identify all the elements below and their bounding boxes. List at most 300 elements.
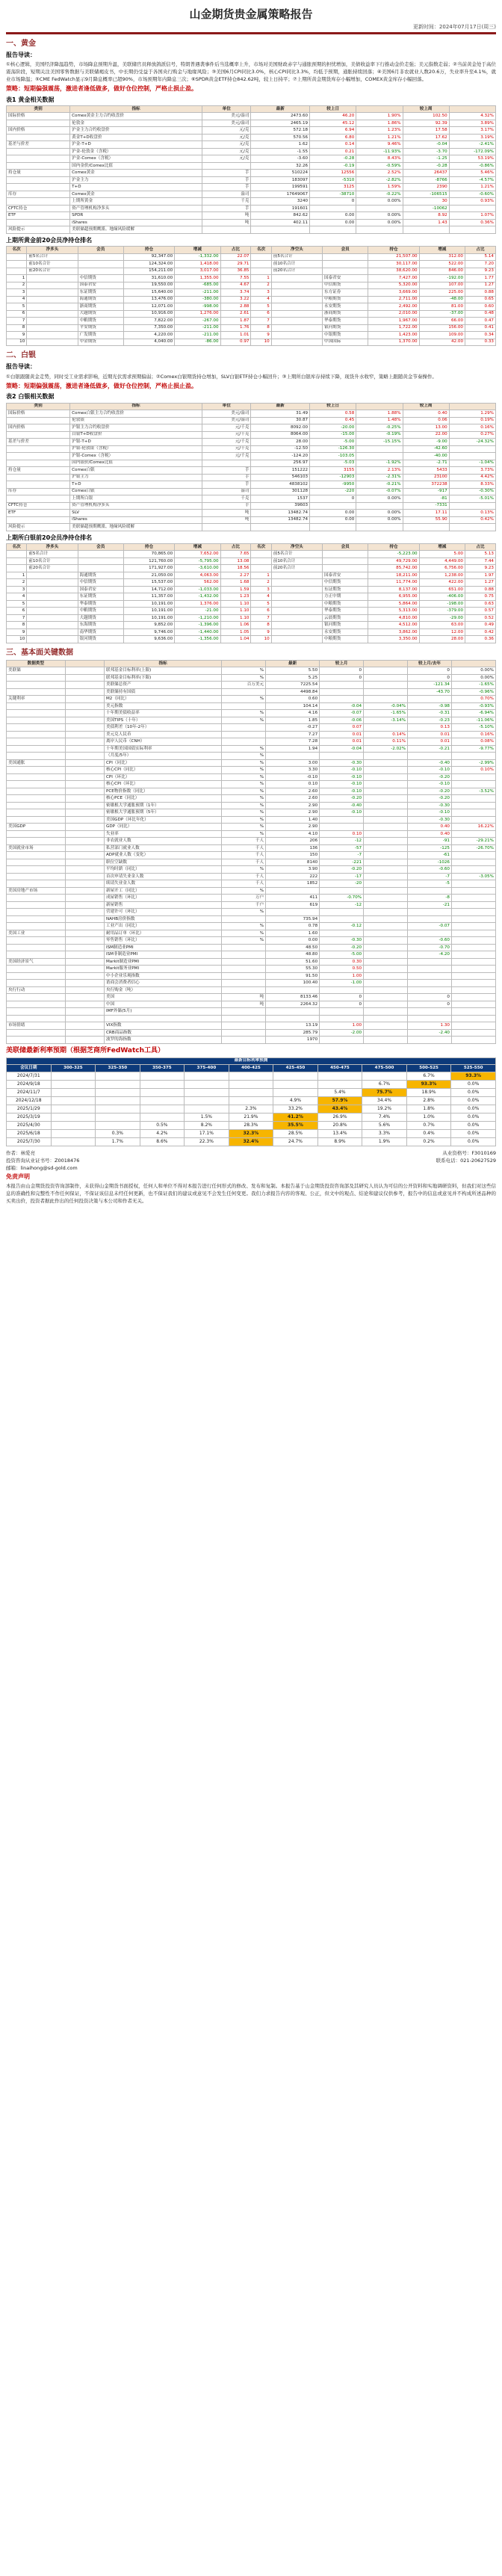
table-cell: Markit服务业PMI <box>104 966 221 973</box>
table-cell: 1,967.00 <box>368 318 419 325</box>
fedwatch-cell: 3.3% <box>362 1129 407 1137</box>
table-row <box>7 795 496 803</box>
table-cell: -0.04 <box>320 745 364 753</box>
table-cell <box>7 1008 66 1016</box>
fedwatch-cell: 6.7% <box>406 1072 451 1080</box>
table-cell: 21,050.00 <box>123 572 174 579</box>
table-cell <box>364 759 408 767</box>
table-cell <box>449 226 495 234</box>
table-cell <box>364 838 408 845</box>
table-cell: Comex黄金 <box>70 191 202 198</box>
table-cell: 9 <box>251 628 271 636</box>
table-cell: 华泰期货 <box>78 600 123 608</box>
table-cell <box>451 753 495 760</box>
table-cell: 48.50 <box>266 944 320 951</box>
table-cell <box>271 282 322 289</box>
table-cell: -0.04 <box>320 702 364 710</box>
table-row <box>7 474 496 481</box>
table-cell: ISM非制造业PMI <box>104 951 221 959</box>
table-cell <box>27 608 78 615</box>
table-cell <box>202 226 251 234</box>
table-cell <box>27 310 78 318</box>
column-header: 净多头 <box>27 247 78 254</box>
table-cell: -2.31% <box>356 474 403 481</box>
table-cell: -26.70% <box>451 844 495 852</box>
table-row <box>7 915 496 923</box>
table-cell: 7.44 <box>465 557 496 565</box>
table-cell: -0.60 <box>408 866 452 874</box>
table-cell: 4,449.00 <box>419 557 465 565</box>
table-cell <box>451 980 495 987</box>
silver-table-header <box>7 403 496 410</box>
table-cell <box>310 205 356 212</box>
table-cell <box>364 1001 408 1008</box>
cert-number: 从业资格号：F3010169 <box>442 1149 496 1156</box>
table-cell: 8,137.00 <box>368 586 419 593</box>
table-cell: -0.60 <box>408 937 452 945</box>
table-cell: 9 <box>7 332 27 339</box>
table-cell: 9.23 <box>465 565 496 572</box>
table-cell: 92.39 <box>403 120 449 127</box>
table-cell: % <box>222 887 266 895</box>
table-cell: -0.22% <box>356 191 403 198</box>
table-cell: -5310 <box>310 176 356 184</box>
table-cell: 5,313.00 <box>368 608 419 615</box>
fedwatch-row <box>7 1080 496 1088</box>
table-row <box>7 134 496 141</box>
table-cell: 10 <box>251 636 271 643</box>
table-cell <box>320 1015 364 1022</box>
table-cell: 39603 <box>251 502 310 510</box>
table-cell: 0 <box>320 674 364 682</box>
gold-rank-title: 上期所黄金前20会员净持仓排名 <box>6 236 93 244</box>
table-cell <box>408 972 452 980</box>
table-cell: 735.94 <box>266 915 320 923</box>
table-cell <box>451 923 495 930</box>
table-cell: 新屋销售 <box>104 901 221 909</box>
table-cell: -1.92% <box>356 460 403 467</box>
table-cell: 12.00 <box>419 628 465 636</box>
table-cell <box>266 887 320 895</box>
table-cell <box>222 915 266 923</box>
table-cell: % <box>222 788 266 795</box>
table-cell: % <box>222 824 266 831</box>
table-cell: 广发期货 <box>78 332 123 339</box>
table-cell: -20.00 <box>310 424 356 432</box>
table-cell: -5.01% <box>449 495 495 503</box>
table-cell: 沪银-伦敦银（含税） <box>70 445 202 453</box>
fedwatch-cell: 5.4% <box>317 1088 362 1096</box>
table-cell: 前20名合计 <box>271 565 322 572</box>
table-cell: CPI（同比） <box>104 759 221 767</box>
table-cell <box>27 579 78 587</box>
table-cell: 美国就业市场 <box>7 844 66 852</box>
table-cell <box>364 753 408 760</box>
table-cell: 美国工业 <box>7 930 66 937</box>
table-row <box>7 901 496 909</box>
table-cell: 7.28 <box>266 738 320 746</box>
table-cell <box>7 980 66 987</box>
table-cell: -379.00 <box>419 608 465 615</box>
table-cell <box>7 731 66 738</box>
table-cell: 永安期货 <box>322 303 368 311</box>
table-cell: 2.88 <box>220 303 251 311</box>
table-cell: 8133.46 <box>266 994 320 1001</box>
fedwatch-cell: 2025/7/30 <box>7 1137 52 1146</box>
table-cell: 13.08 <box>220 557 251 565</box>
table-cell <box>251 524 310 531</box>
table-cell: 2.61 <box>220 310 251 318</box>
table-cell: 云晨期货 <box>322 614 368 622</box>
table-cell: 4498.84 <box>266 688 320 696</box>
table-cell: 13482.74 <box>251 510 310 517</box>
table-cell <box>222 972 266 980</box>
table-cell: 3.90 <box>266 866 320 874</box>
table-cell: -3.60 <box>251 155 310 163</box>
table-cell: 2465.19 <box>251 120 310 127</box>
fedwatch-cell: 0.0% <box>451 1105 496 1113</box>
table-cell: 13.00 <box>403 424 449 432</box>
table-cell: -10062 <box>403 205 449 212</box>
table-row <box>7 488 496 495</box>
table-row <box>7 1001 496 1008</box>
table-cell: 3.89% <box>449 120 495 127</box>
table-cell: 0.14 <box>310 141 356 149</box>
table-cell: 5.25 <box>266 674 320 682</box>
table-cell: 9,852.00 <box>123 622 174 629</box>
table-cell: 107.00 <box>419 282 465 289</box>
table-cell: 2264.32 <box>266 1001 320 1008</box>
table-row <box>7 923 496 930</box>
column-header <box>65 660 104 667</box>
table-cell: 市场情绪 <box>7 1022 66 1030</box>
table-cell <box>78 551 123 558</box>
table-cell <box>27 296 78 303</box>
table-cell: -3.14% <box>364 717 408 724</box>
table-cell: 手 <box>202 474 251 481</box>
table-cell: 离岸人民币（CNH） <box>104 738 221 746</box>
table-cell: -998.00 <box>175 303 220 311</box>
table-cell: Comex黄金 <box>70 170 202 177</box>
table-cell: 0.42% <box>449 516 495 524</box>
table-cell <box>27 275 78 282</box>
table-cell: 3.74 <box>220 289 251 297</box>
table-cell: % <box>222 667 266 675</box>
table-cell <box>356 502 403 510</box>
table-cell: 402.11 <box>251 219 310 226</box>
column-header: 指标 <box>104 660 221 667</box>
table-cell: 4,810.00 <box>368 614 419 622</box>
table-cell: 0.00% <box>356 495 403 503</box>
table-cell <box>322 565 368 572</box>
table-cell <box>451 852 495 859</box>
table-cell: % <box>222 767 266 774</box>
table-cell: 吨 <box>202 212 251 220</box>
table-cell: 1,722.00 <box>368 324 419 332</box>
table-row <box>7 339 496 346</box>
table-cell: 81.00 <box>419 303 465 311</box>
table-cell <box>364 1037 408 1044</box>
table-row <box>7 951 496 959</box>
table-row <box>7 261 496 268</box>
table-cell: -91 <box>408 838 452 845</box>
table-cell: -0.19 <box>310 162 356 170</box>
table-cell: 6 <box>7 608 27 615</box>
table-cell: 5433 <box>403 467 449 475</box>
table-cell: 中信期货 <box>322 579 368 587</box>
table-cell: -86.00 <box>175 339 220 346</box>
table-cell <box>322 551 368 558</box>
table-cell: 沪金主力合约收盘价 <box>70 127 202 135</box>
table-cell: 银河期货 <box>322 324 368 332</box>
fedwatch-cell: 33.2% <box>273 1105 318 1113</box>
table-cell: 库存 <box>7 191 70 198</box>
table-row <box>7 1029 496 1037</box>
table-cell: -121.34 <box>408 682 452 689</box>
table-cell <box>271 600 322 608</box>
table-cell: 中粮期货 <box>322 600 368 608</box>
table-cell: -12 <box>320 901 364 909</box>
table-cell: 持仓量 <box>7 170 70 177</box>
phone: 联系电话：021-20627529 <box>436 1158 496 1164</box>
table-cell: -1.55 <box>251 148 310 155</box>
table-cell: 30 <box>403 198 449 206</box>
table-row <box>7 937 496 945</box>
table-cell <box>65 1008 104 1016</box>
table-row <box>7 1022 496 1030</box>
table-cell <box>7 773 66 781</box>
table-cell <box>65 994 104 1001</box>
table-cell: 5.00 <box>419 551 465 558</box>
table-cell <box>251 253 271 261</box>
table-row <box>7 717 496 724</box>
table-cell: 手 <box>202 205 251 212</box>
fedwatch-column-header: 会议日期 <box>7 1065 52 1072</box>
fedwatch-cell: 2025/3/19 <box>7 1113 52 1121</box>
table-cell: 0.50 <box>320 966 364 973</box>
table-cell: 2 <box>7 579 27 587</box>
table-cell: 46.20 <box>310 113 356 120</box>
table-cell <box>320 915 364 923</box>
column-header <box>356 105 403 113</box>
table-cell <box>7 944 66 951</box>
table-cell: -211.00 <box>175 289 220 297</box>
table-cell: 1,370.00 <box>368 339 419 346</box>
table-cell: 1.00 <box>320 1022 364 1030</box>
table-cell <box>65 915 104 923</box>
table-cell: 沪银主力合约收盘价 <box>70 424 202 432</box>
table-cell <box>65 802 104 809</box>
table-cell <box>320 909 364 916</box>
table-cell: 0.00% <box>451 667 495 675</box>
invest-cert: 投资咨询从业证书号：Z0018476 <box>6 1158 80 1164</box>
table-row <box>7 622 496 629</box>
table-cell: 12556 <box>310 170 356 177</box>
table-cell: 1.59% <box>356 184 403 191</box>
table-cell: -40.00 <box>403 453 449 460</box>
table-cell <box>356 226 403 234</box>
table-cell: 国际价格 <box>7 410 70 418</box>
table-cell <box>7 830 66 838</box>
silver-rank-table <box>6 543 496 643</box>
table-cell: 国泰君安 <box>78 282 123 289</box>
table-cell: -38710 <box>310 191 356 198</box>
table-cell <box>271 628 322 636</box>
table-cell <box>78 565 123 572</box>
table-cell: 124,324.00 <box>123 261 174 268</box>
table-cell <box>65 795 104 803</box>
table-cell <box>27 614 78 622</box>
table-cell <box>78 253 123 261</box>
table-cell <box>320 1037 364 1044</box>
table-cell <box>451 958 495 966</box>
table-cell: -0.70% <box>320 895 364 902</box>
table-cell <box>7 966 66 973</box>
table-cell: 手 <box>202 481 251 489</box>
table-cell: 3.30 <box>266 767 320 774</box>
table-cell: 平均时薪（同比） <box>104 866 221 874</box>
fund-data-table <box>6 660 496 1044</box>
table-cell: 1.04 <box>220 636 251 643</box>
table-cell: 美国GDP（环比年化） <box>104 816 221 824</box>
table-cell: 0.60 <box>465 303 496 311</box>
table-cell: 0.49 <box>465 622 496 629</box>
fedwatch-cell <box>185 1080 229 1088</box>
table-cell <box>7 738 66 746</box>
table-cell <box>222 944 266 951</box>
table-cell: 浙商期货 <box>78 303 123 311</box>
column-header: 增减 <box>419 247 465 254</box>
table-cell: 美国GDP <box>7 824 66 831</box>
disclaimer-text: 本报告由山金期货投资咨询部制作，未获得山金期货书面授权，任何人和单位不得对本报告进行任何形式的修改、发布和复制。本报告基于山金期货投资咨询部及其研究人员认为可信的公开资料和实地调研资料，但我们对这些信息的准确性和完整性不作任何保证，不保证该信息未经任何更新，也不保证我们的建议或意见不会发生任何变更。我们力求报告内容的客观、公正，但文中的观点、结论和建议仅供参考，报告中的信息或意见并不构成所述品种的买卖出价，投资者据此作出的任何投资决策与本公司和作者无关。 <box>6 1182 496 1204</box>
table-cell <box>451 1029 495 1037</box>
table-cell: -211.00 <box>175 324 220 332</box>
fedwatch-column-header: 400-425 <box>229 1065 273 1072</box>
table-cell: 546103 <box>251 474 310 481</box>
table-cell: 0 <box>408 674 452 682</box>
table-cell: -2.02% <box>364 745 408 753</box>
table-cell <box>27 282 78 289</box>
header-row <box>7 403 496 410</box>
table-cell: CPI（环比） <box>104 773 221 781</box>
table-cell: 3 <box>251 586 271 593</box>
table-cell: 312.00 <box>419 253 465 261</box>
fedwatch-cell <box>140 1080 185 1088</box>
table-cell: % <box>222 759 266 767</box>
table-cell: 中信期货 <box>78 275 123 282</box>
table-row <box>7 275 496 282</box>
table-cell: -0.20 <box>320 944 364 951</box>
table-cell: 7,427.00 <box>368 275 419 282</box>
silver-rank-title: 上期所白银前20会员净持仓排名 <box>6 534 93 541</box>
fedwatch-column-header: 450-475 <box>317 1065 362 1072</box>
fedwatch-cell: 8.9% <box>317 1137 362 1146</box>
fedwatch-cell: 0.5% <box>140 1121 185 1129</box>
fedwatch-cell: 0.7% <box>406 1121 451 1129</box>
table-cell: -125 <box>408 844 452 852</box>
table-cell: 570.56 <box>251 134 310 141</box>
table-cell <box>322 268 368 275</box>
fedwatch-column-header: 325-350 <box>96 1065 140 1072</box>
table-cell: 吨 <box>222 1001 266 1008</box>
table-cell: Comex黄金主力合约收盘价 <box>70 113 202 120</box>
table-cell: -3.70 <box>403 148 449 155</box>
table-cell <box>7 909 66 916</box>
table-cell <box>7 1015 66 1022</box>
table-cell <box>65 1015 104 1022</box>
table-cell: 美元/盎司 <box>202 410 251 418</box>
table-cell: -0.96% <box>451 688 495 696</box>
table-cell: 26437 <box>403 170 449 177</box>
table-cell: iShares <box>70 516 202 524</box>
table-cell: % <box>222 830 266 838</box>
table-cell: 21,507.00 <box>368 253 419 261</box>
table-cell: 美国通胀 <box>7 759 66 767</box>
table-cell: Markit制造业PMI <box>104 958 221 966</box>
fedwatch-column-header: 425-450 <box>273 1065 318 1072</box>
table-cell <box>27 636 78 643</box>
table-cell <box>449 205 495 212</box>
table-row <box>7 191 496 198</box>
table-cell: -4.20 <box>408 951 452 959</box>
table-cell <box>7 788 66 795</box>
table-cell: 1852 <box>266 880 320 888</box>
table-cell: 0.00 <box>310 516 356 524</box>
table-cell: 上期所白银 <box>70 495 202 503</box>
column-header: 增减 <box>175 543 220 551</box>
table-cell: 1.10 <box>220 614 251 622</box>
table-cell: 2.27 <box>220 572 251 579</box>
table-cell: 资产管理机构净多头 <box>70 502 202 510</box>
table-cell: 63.00 <box>419 622 465 629</box>
table-cell: 17.11 <box>403 510 449 517</box>
table-cell <box>320 682 364 689</box>
column-header: 持仓 <box>368 543 419 551</box>
table-cell: 元/克 <box>202 148 251 155</box>
table-cell <box>7 219 70 226</box>
fedwatch-cell: 43.4% <box>317 1105 362 1113</box>
table-cell: 沪银-Comex（含税） <box>70 453 202 460</box>
table-cell: 伦敦银 <box>70 417 202 424</box>
author: 作者：林爱亮 <box>6 1149 35 1156</box>
table-cell: 1.62 <box>251 141 310 149</box>
table-cell: 66.00 <box>419 318 465 325</box>
table-cell: 1 <box>7 572 27 579</box>
table-cell: 1.87 <box>220 318 251 325</box>
table-row <box>7 1015 496 1022</box>
table-cell: 1.23% <box>356 127 403 135</box>
table-cell <box>364 809 408 817</box>
fedwatch-cell <box>51 1105 96 1113</box>
table-cell: % <box>222 745 266 753</box>
table-cell <box>364 767 408 774</box>
table-cell: 联邦基金目标利率(下限) <box>104 674 221 682</box>
table-cell: 国泰君安 <box>78 586 123 593</box>
table-cell <box>364 986 408 994</box>
table-cell: 美联储持有国债 <box>104 688 221 696</box>
table-cell: 1.40 <box>266 816 320 824</box>
table-cell: 2.90 <box>266 809 320 817</box>
table-cell <box>451 944 495 951</box>
table-cell: ETF <box>7 212 70 220</box>
table-row <box>7 909 496 916</box>
table-cell: 元/千克 <box>202 431 251 439</box>
table-cell: 36.85 <box>220 268 251 275</box>
table-cell: 8 <box>251 622 271 629</box>
fedwatch-cell <box>273 1072 318 1080</box>
table-cell: -8766 <box>403 176 449 184</box>
table-cell <box>449 502 495 510</box>
